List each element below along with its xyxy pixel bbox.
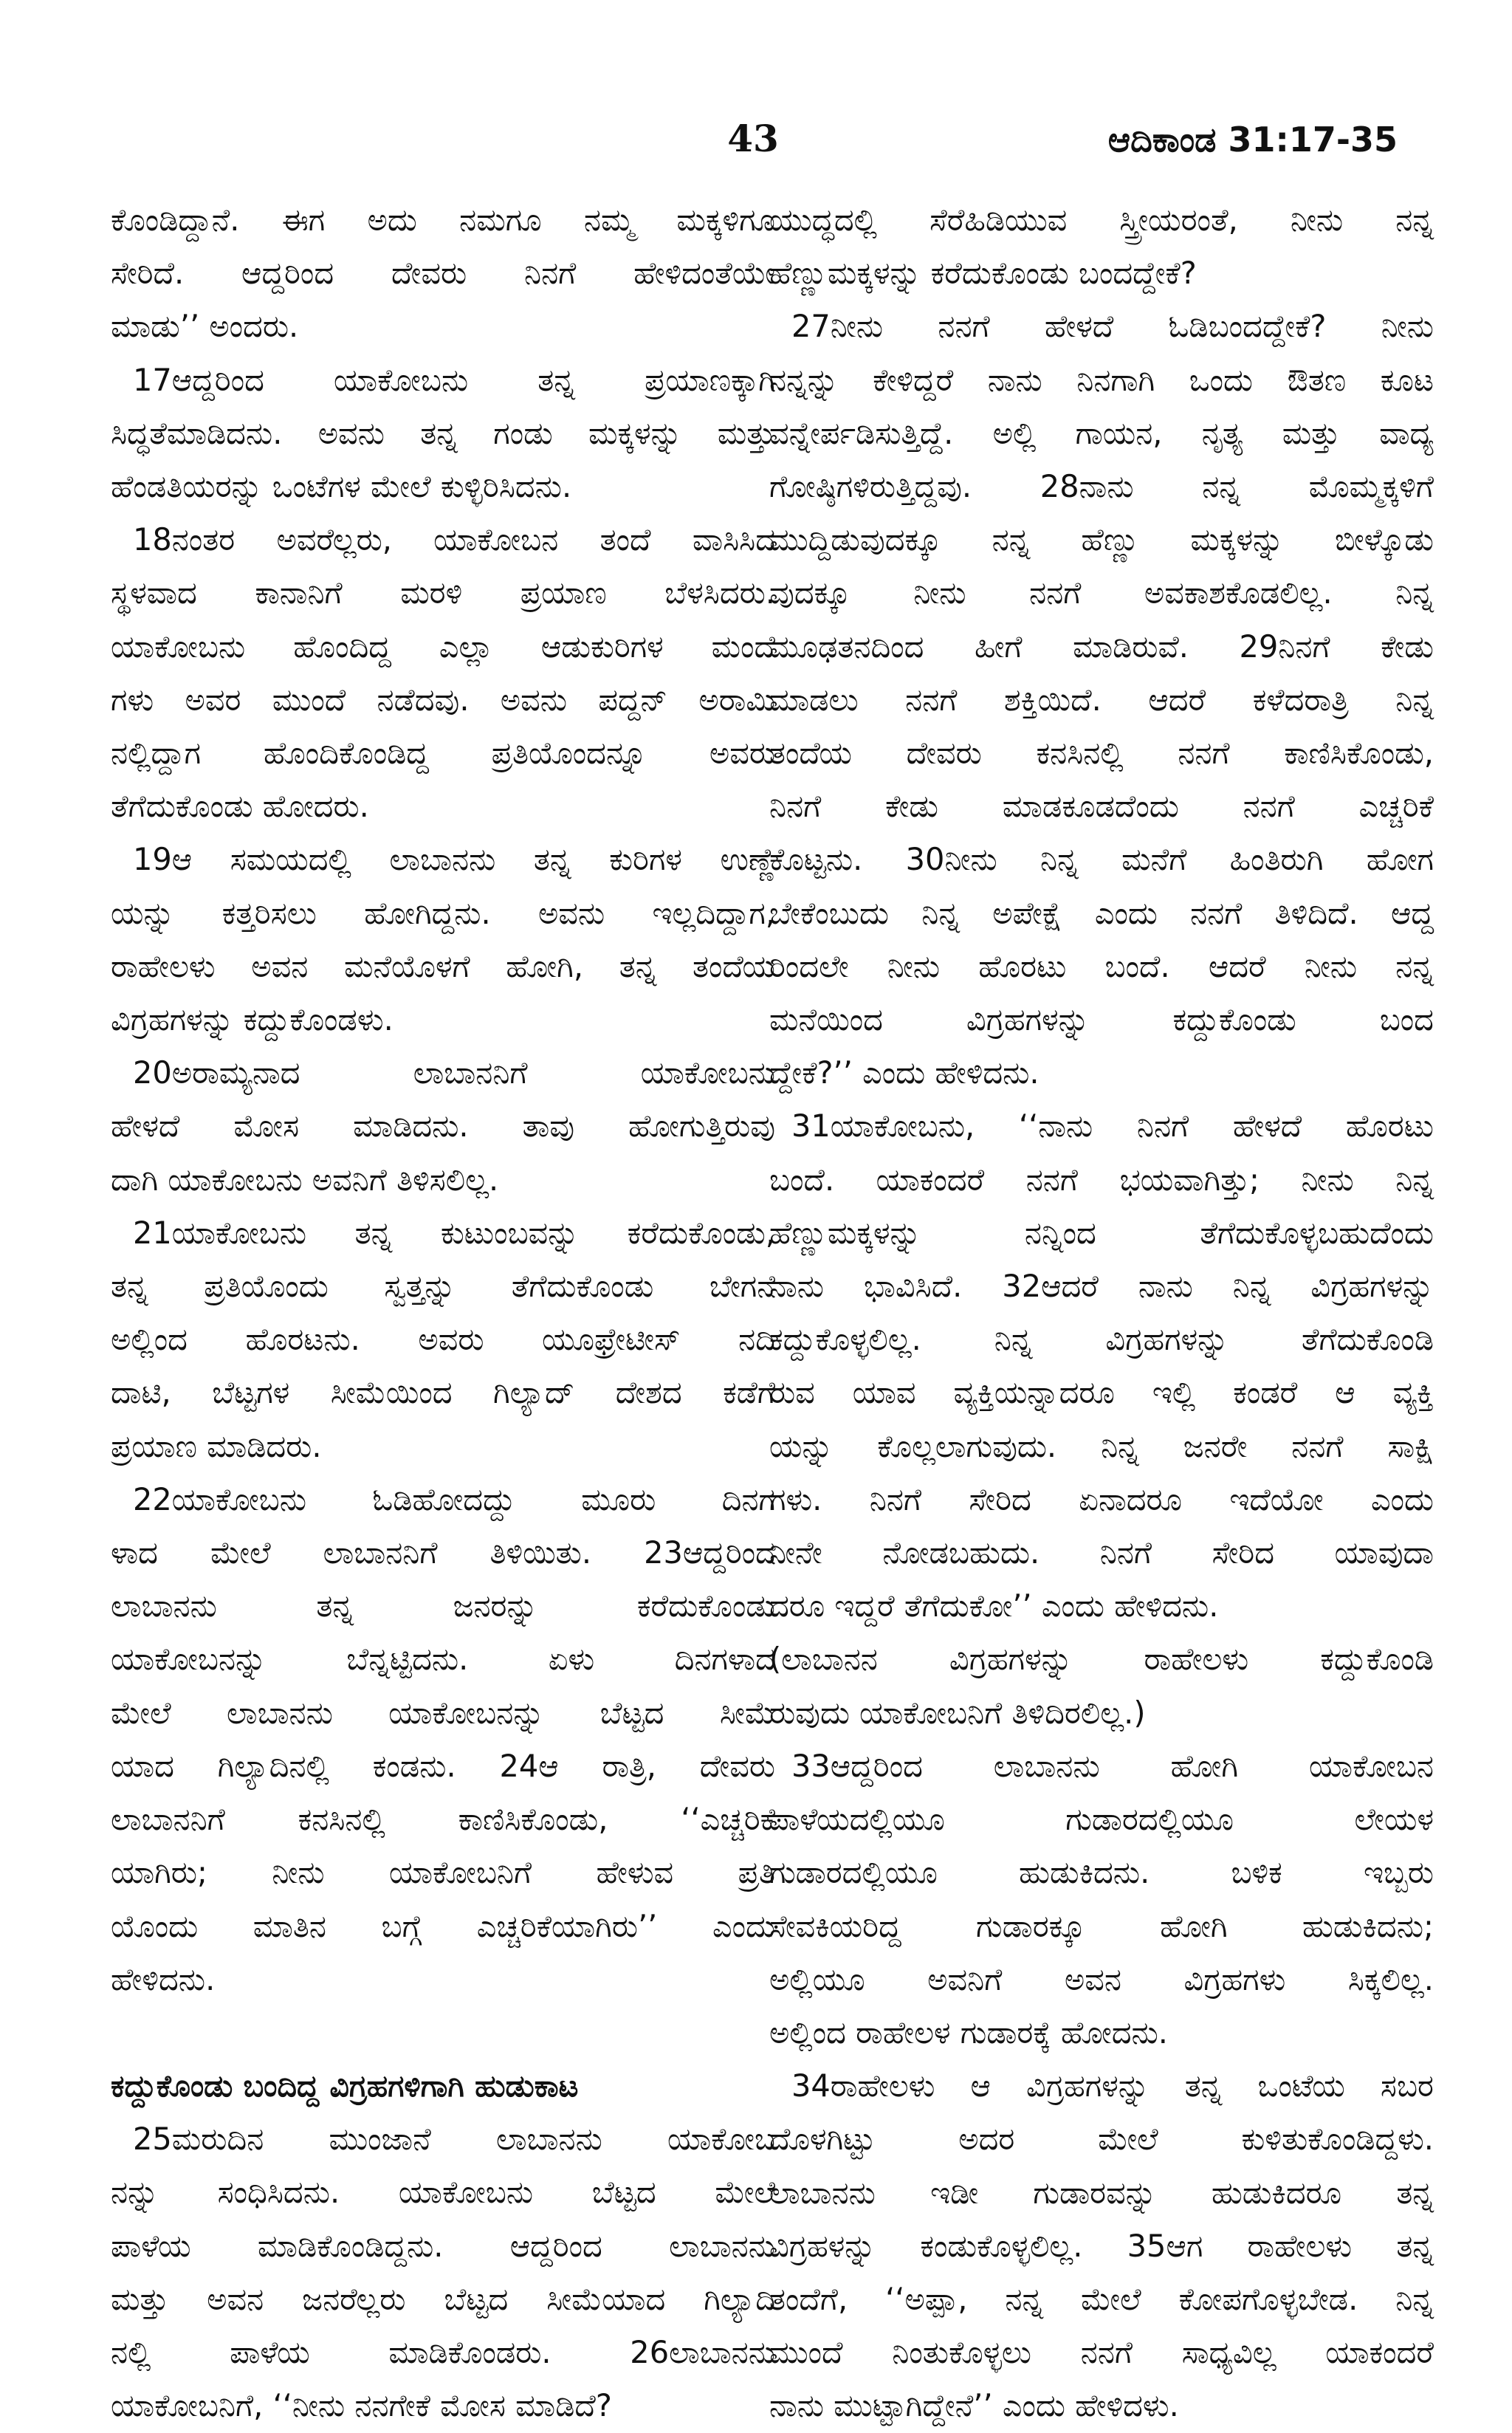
text-line: 31ಯಾಕೋಬನು, ‘‘ನಾನು ನಿನಗೆ ಹೇಳದೆ ಹೊರಟು	[791, 1108, 1434, 1145]
text-line: ಯೊಂದು ಮಾತಿನ ಬಗ್ಗೆ ಎಚ್ಚರಿಕೆಯಾಗಿರು’’ ಎಂದು	[111, 1907, 775, 1944]
text-line: ಗಳು. ನಿನಗೆ ಸೇರಿದ ಏನಾದರೂ ಇದೆಯೋ ಎಂದು	[769, 1480, 1434, 1517]
text-line: ಪ್ರಯಾಣ ಮಾಡಿದರು.	[111, 1427, 322, 1464]
left-column-after-heading	[111, 2113, 775, 2432]
text-line: ಯನ್ನು ಕತ್ತರಿಸಲು ಹೋಗಿದ್ದನು. ಅವನು ಇಲ್ಲದಿದ್ದಾಗ,	[111, 894, 775, 931]
text-line: ಬಂದೆ. ಯಾಕಂದರೆ ನನಗೆ ಭಯವಾಗಿತ್ತು; ನೀನು ನಿನ್ನ	[769, 1161, 1434, 1198]
text-line: ಗಳು ಅವರ ಮುಂದೆ ನಡೆದವು. ಅವನು ಪದ್ದನ್ ಅರಾಮಿ	[111, 681, 775, 718]
text-line: ಲಾಬಾನನು ಇಡೀ ಗುಡಾರವನ್ನು ಹುಡುಕಿದರೂ ತನ್ನ	[769, 2174, 1434, 2211]
text-line: 17ಆದ್ದರಿಂದ ಯಾಕೋಬನು ತನ್ನ ಪ್ರಯಾಣಕ್ಕಾಗಿ	[133, 361, 775, 398]
text-line: ಳಾದ ಮೇಲೆ ಲಾಬಾನನಿಗೆ ತಿಳಿಯಿತು. 23ಆದ್ದರಿಂದ	[111, 1534, 775, 1571]
text-line: ಬೇಕೆಂಬುದು ನಿನ್ನ ಅಪೇಕ್ಷೆ ಎಂದು ನನಗೆ ತಿಳಿದಿದೆ. ಆದ್ದ	[769, 894, 1434, 931]
left-column	[111, 193, 775, 2432]
text-line: ಗೋಷ್ಠಿಗಳಿರುತ್ತಿದ್ದವು. 28ನಾನು ನನ್ನ ಮೊಮ್ಮಕ್ಕಳಿಗೆ	[769, 468, 1434, 505]
text-line: 34ರಾಹೇಲಳು ಆ ವಿಗ್ರಹಗಳನ್ನು ತನ್ನ ಒಂಟೆಯ ಸಬರ	[791, 2067, 1434, 2104]
running-head: ಆದಿಕಾಂಡ 31:17-35	[1107, 120, 1398, 159]
text-line: ಮೇಲೆ ಲಾಬಾನನು ಯಾಕೋಬನನ್ನು ಬೆಟ್ಟದ ಸೀಮೆ	[111, 1694, 775, 1731]
text-line: ಹೆಂಡತಿಯರನ್ನು ಒಂಟೆಗಳ ಮೇಲೆ ಕುಳ್ಳಿರಿಸಿದನು.	[111, 468, 572, 505]
text-line: ವನ್ನೇರ್ಪಡಿಸುತ್ತಿದ್ದೆ. ಅಲ್ಲಿ ಗಾಯನ, ನೃತ್ಯ ಮತ್ತು ವಾದ್ಯ	[769, 414, 1434, 451]
text-line: ನಾನು ಮುಟ್ಟಾಗಿದ್ದೇನೆ’’ ಎಂದು ಹೇಳಿದಳು.	[769, 2387, 1179, 2424]
text-line: 19ಆ ಸಮಯದಲ್ಲಿ ಲಾಬಾನನು ತನ್ನ ಕುರಿಗಳ ಉಣ್ಣೆ	[133, 841, 775, 878]
text-line: ಕೊಂಡಿದ್ದಾನೆ. ಈಗ ಅದು ನಮಗೂ ನಮ್ಮ ಮಕ್ಕಳಿಗೂ	[111, 202, 775, 238]
text-line: ಗುಡಾರದಲ್ಲಿಯೂ ಹುಡುಕಿದನು. ಬಳಿಕ ಇಬ್ಬರು	[769, 1854, 1434, 1891]
text-line: ಯಾಕೋಬನು ಹೊಂದಿದ್ದ ಎಲ್ಲಾ ಆಡುಕುರಿಗಳ ಮಂದೆ	[111, 628, 775, 665]
text-line: ಹೇಳಿದನು.	[111, 1960, 216, 1997]
text-line: ನಲ್ಲಿದ್ದಾಗ ಹೊಂದಿಕೊಂಡಿದ್ದ ಪ್ರತಿಯೊಂದನ್ನೂ ಅವರು	[111, 735, 775, 772]
text-line: ನಲ್ಲಿ ಪಾಳೆಯ ಮಾಡಿಕೊಂಡರು. 26ಲಾಬಾನನು	[111, 2333, 775, 2370]
text-line: ಲಾಬಾನನು ತನ್ನ ಜನರನ್ನು ಕರೆದುಕೊಂಡು	[111, 1588, 775, 1624]
text-line: ರುವುದು ಯಾಕೋಬನಿಗೆ ತಿಳಿದಿರಲಿಲ್ಲ.)	[769, 1694, 1146, 1731]
text-line: ಪಾಳೆಯ ಮಾಡಿಕೊಂಡಿದ್ದನು. ಆದ್ದರಿಂದ ಲಾಬಾನನು	[111, 2227, 775, 2264]
text-line: ಮುದ್ದಿಡುವುದಕ್ಕೂ ನನ್ನ ಹೆಣ್ಣು ಮಕ್ಕಳನ್ನು ಬೀಳ್ಕೊಡು	[769, 521, 1434, 558]
text-line: ರಿಂದಲೇ ನೀನು ಹೊರಟು ಬಂದೆ. ಆದರೆ ನೀನು ನನ್ನ	[769, 947, 1434, 984]
text-line: ಯುದ್ಧದಲ್ಲಿ ಸೆರೆಹಿಡಿಯುವ ಸ್ತ್ರೀಯರಂತೆ, ನೀನು ನನ್ನ	[769, 202, 1434, 238]
text-line: ಮುಂದೆ ನಿಂತುಕೊಳ್ಳಲು ನನಗೆ ಸಾಧ್ಯವಿಲ್ಲ ಯಾಕಂದರೆ	[769, 2334, 1434, 2371]
text-line: 21ಯಾಕೋಬನು ತನ್ನ ಕುಟುಂಬವನ್ನು ಕರೆದುಕೊಂಡು,	[133, 1214, 775, 1251]
text-line: ಸೇವಕಿಯರಿದ್ದ ಗುಡಾರಕ್ಕೂ ಹೋಗಿ ಹುಡುಕಿದನು;	[769, 1907, 1434, 1944]
text-line: ಕೊಟ್ಟನು. 30ನೀನು ನಿನ್ನ ಮನೆಗೆ ಹಿಂತಿರುಗಿ ಹೋಗ	[769, 841, 1434, 878]
text-line: ಯನ್ನು ಕೊಲ್ಲಲಾಗುವುದು. ನಿನ್ನ ಜನರೇ ನನಗೆ ಸಾಕ್ಷಿ	[769, 1427, 1434, 1464]
text-line: ತನ್ನ ಪ್ರತಿಯೊಂದು ಸ್ವತ್ತನ್ನು ತೆಗೆದುಕೊಂಡು ಬೇಗನೆ	[111, 1268, 775, 1305]
text-line: ದ್ದೇಕೆ?’’ ಎಂದು ಹೇಳಿದನು.	[769, 1054, 1040, 1091]
text-line: 27ನೀನು ನನಗೆ ಹೇಳದೆ ಓಡಿಬಂದದ್ದೇಕೆ? ನೀನು	[791, 308, 1434, 345]
text-line: ಸ್ಥಳವಾದ ಕಾನಾನಿಗೆ ಮರಳಿ ಪ್ರಯಾಣ ಬೆಳಸಿದರು.	[111, 574, 775, 611]
text-line: ತಂದೆಯ ದೇವರು ಕನಸಿನಲ್ಲಿ ನನಗೆ ಕಾಣಿಸಿಕೊಂಡು,	[769, 735, 1434, 772]
text-line: ಸೇರಿದೆ. ಆದ್ದರಿಂದ ದೇವರು ನಿನಗೆ ಹೇಳಿದಂತೆಯೇ	[111, 255, 775, 292]
text-line: ಲಾಬಾನನಿಗೆ ಕನಸಿನಲ್ಲಿ ಕಾಣಿಸಿಕೊಂಡು, ‘‘ಎಚ್ಚರಿಕೆ	[111, 1801, 775, 1838]
text-line: ದರೂ ಇದ್ದರೆ ತೆಗೆದುಕೋ’’ ಎಂದು ಹೇಳಿದನು.	[769, 1588, 1219, 1624]
text-line: 18ನಂತರ ಅವರೆಲ್ಲರು, ಯಾಕೋಬನ ತಂದೆ ವಾಸಿಸಿದ	[133, 521, 775, 558]
text-line: ಹೇಳದೆ ಮೋಸ ಮಾಡಿದನು. ತಾವು ಹೋಗುತ್ತಿರುವು	[111, 1108, 775, 1145]
text-line: ಮಾಡಲು ನನಗೆ ಶಕ್ತಿಯಿದೆ. ಆದರೆ ಕಳೆದರಾತ್ರಿ ನಿನ್ನ	[769, 681, 1434, 718]
text-line: ತೆಗೆದುಕೊಂಡು ಹೋದರು.	[111, 788, 369, 825]
text-line: ನಿನಗೆ ಕೇಡು ಮಾಡಕೂಡದೆಂದು ನನಗೆ ಎಚ್ಚರಿಕೆ	[769, 788, 1434, 825]
text-line: ಅಲ್ಲಿಂದ ರಾಹೇಲಳ ಗುಡಾರಕ್ಕೆ ಹೋದನು.	[769, 2014, 1168, 2051]
text-line: ದೊಳಗಿಟ್ಟು ಅದರ ಮೇಲೆ ಕುಳಿತುಕೊಂಡಿದ್ದಳು.	[769, 2121, 1434, 2158]
text-line: ಅಲ್ಲಿಂದ ಹೊರಟನು. ಅವರು ಯೂಫ್ರೇಟೀಸ್ ನದಿ	[111, 1321, 775, 1358]
text-line: ವಿಗ್ರಹಗಳನ್ನು ಕದ್ದುಕೊಂಡಳು.	[111, 1001, 394, 1038]
text-line: ರುವ ಯಾವ ವ್ಯಕ್ತಿಯನ್ನಾದರೂ ಇಲ್ಲಿ ಕಂಡರೆ ಆ ವ್ಯಕ್ತಿ	[769, 1374, 1434, 1411]
text-line: ಕದ್ದುಕೊಳ್ಳಲಿಲ್ಲ. ನಿನ್ನ ವಿಗ್ರಹಗಳನ್ನು ತೆಗೆದುಕೊಂಡಿ	[769, 1321, 1434, 1358]
text-line: 33ಆದ್ದರಿಂದ ಲಾಬಾನನು ಹೋಗಿ ಯಾಕೋಬನ	[791, 1747, 1434, 1784]
text-line: ಅಲ್ಲಿಯೂ ಅವನಿಗೆ ಅವನ ವಿಗ್ರಹಗಳು ಸಿಕ್ಕಲಿಲ್ಲ.	[769, 1960, 1434, 1997]
text-line: ವಿಗ್ರಹಳನ್ನು ಕಂಡುಕೊಳ್ಳಲಿಲ್ಲ. 35ಆಗ ರಾಹೇಲಳು ತನ್ನ	[769, 2227, 1434, 2264]
right-column-body	[769, 193, 1434, 2433]
text-line: ಹೆಣ್ಣುಮಕ್ಕಳನ್ನು ಕರೆದುಕೊಂಡು ಬಂದದ್ದೇಕೆ?	[769, 255, 1197, 292]
text-line: ನನ್ನು ಸಂಧಿಸಿದನು. ಯಾಕೋಬನು ಬೆಟ್ಟದ ಮೇಲೆ	[111, 2174, 775, 2211]
text-line: ಯಾದ ಗಿಲ್ಯಾದಿನಲ್ಲಿ ಕಂಡನು. 24ಆ ರಾತ್ರಿ, ದೇವರು	[111, 1747, 775, 1784]
text-line: ಸಿದ್ಧತೆಮಾಡಿದನು. ಅವನು ತನ್ನ ಗಂಡು ಮಕ್ಕಳನ್ನು ಮತ್ತು	[111, 414, 775, 451]
text-line: ದಾಗಿ ಯಾಕೋಬನು ಅವನಿಗೆ ತಿಳಿಸಲಿಲ್ಲ.	[111, 1161, 499, 1198]
left-column-body	[111, 193, 775, 2006]
text-line: ತಂದೆಗೆ, ‘‘ಅಪ್ಪಾ, ನನ್ನ ಮೇಲೆ ಕೋಪಗೊಳ್ಳಬೇಡ. ನಿನ್ನ	[769, 2280, 1434, 2317]
section-heading: ಕದ್ದುಕೊಂಡು ಬಂದಿದ್ದ ವಿಗ್ರಹಗಳಿಗಾಗಿ ಹುಡುಕಾಟ	[111, 2067, 579, 2104]
text-line: 22ಯಾಕೋಬನು ಓಡಿಹೋದದ್ದು ಮೂರು ದಿನಗ	[133, 1480, 775, 1517]
text-line: ನನ್ನನ್ನು ಕೇಳಿದ್ದರೆ ನಾನು ನಿನಗಾಗಿ ಒಂದು ಔತಣ ಕೂಟ	[769, 361, 1434, 398]
text-line: ವುದಕ್ಕೂ ನೀನು ನನಗೆ ಅವಕಾಶಕೊಡಲಿಲ್ಲ. ನಿನ್ನ	[769, 574, 1434, 611]
text-line: ಮತ್ತು ಅವನ ಜನರೆಲ್ಲರು ಬೆಟ್ಟದ ಸೀಮೆಯಾದ ಗಿಲ್ಯಾದಿ	[111, 2280, 775, 2317]
text-line: ಹೆಣ್ಣುಮಕ್ಕಳನ್ನು ನನ್ನಿಂದ ತೆಗೆದುಕೊಳ್ಳಬಹುದೆಂದು	[769, 1214, 1434, 1251]
text-line: ಮಾಡು’’ ಅಂದರು.	[111, 308, 299, 345]
text-line: ಯಾಕೋಬನಿಗೆ, ‘‘ನೀನು ನನಗೇಕೆ ಮೋಸ ಮಾಡಿದೆ?	[111, 2387, 612, 2424]
right-column	[769, 193, 1434, 2433]
text-line: ಮೂಢತನದಿಂದ ಹೀಗೆ ಮಾಡಿರುವೆ. 29ನಿನಗೆ ಕೇಡು	[769, 628, 1434, 665]
text-line: (ಲಾಬಾನನ ವಿಗ್ರಹಗಳನ್ನು ರಾಹೇಲಳು ಕದ್ದುಕೊಂಡಿ	[769, 1641, 1434, 1678]
text-line: ನಾನು ಭಾವಿಸಿದೆ. 32ಆದರೆ ನಾನು ನಿನ್ನ ವಿಗ್ರಹಗಳನ್ನು	[769, 1268, 1434, 1305]
text-line: 25ಮರುದಿನ ಮುಂಜಾನೆ ಲಾಬಾನನು ಯಾಕೋಬ	[133, 2121, 775, 2158]
page-number: 43	[727, 117, 779, 160]
text-line: ಪಾಳೆಯದಲ್ಲಿಯೂ ಗುಡಾರದಲ್ಲಿಯೂ ಲೇಯಳ	[769, 1801, 1434, 1838]
text-line: ಯಾಕೋಬನನ್ನು ಬೆನ್ನಟ್ಟಿದನು. ಏಳು ದಿನಗಳಾದ	[111, 1641, 775, 1678]
text-line: ರಾಹೇಲಳು ಅವನ ಮನೆಯೊಳಗೆ ಹೋಗಿ, ತನ್ನ ತಂದೆಯ	[111, 947, 775, 984]
text-line: ನೀನೇ ನೋಡಬಹುದು. ನಿನಗೆ ಸೇರಿದ ಯಾವುದಾ	[769, 1534, 1434, 1571]
text-line: 20ಅರಾಮ್ಯನಾದ ಲಾಬಾನನಿಗೆ ಯಾಕೋಬನು	[133, 1054, 775, 1091]
text-line: ದಾಟಿ, ಬೆಟ್ಟಗಳ ಸೀಮೆಯಿಂದ ಗಿಲ್ಯಾದ್ ದೇಶದ ಕಡೆಗೆ	[111, 1374, 775, 1411]
text-line: ಮನೆಯಿಂದ ವಿಗ್ರಹಗಳನ್ನು ಕದ್ದುಕೊಂಡು ಬಂದ	[769, 1001, 1434, 1038]
text-line: ಯಾಗಿರು; ನೀನು ಯಾಕೋಬನಿಗೆ ಹೇಳುವ ಪ್ರತಿ	[111, 1854, 775, 1891]
